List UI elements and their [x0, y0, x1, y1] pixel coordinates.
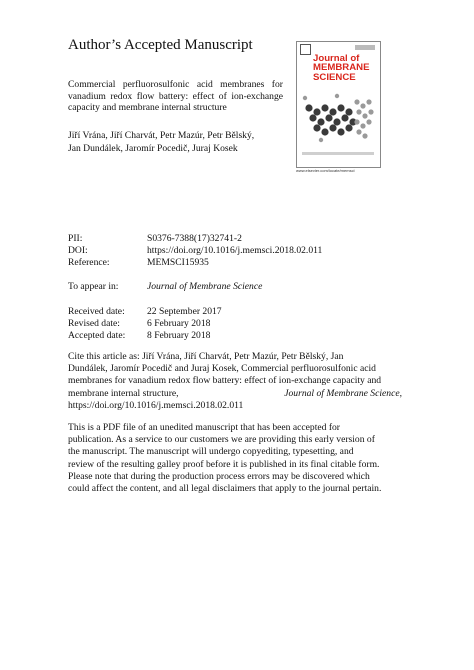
- cover-hexagon-art: [297, 88, 380, 150]
- journal-cover-image: [296, 41, 381, 168]
- disclaimer-line-6: could affect the content, and all legal disclaimers that apply to the journal pertain.: [68, 483, 382, 495]
- cover-issn-bar: [355, 45, 375, 50]
- citation-line-1: Cite this article as: Jiří Vrána, Jiří Charvát, Petr Mazúr, Petr Bělský, Jan: [68, 351, 344, 362]
- journal-name: Journal of Membrane Science: [147, 281, 263, 292]
- cover-title-line-2: MEMBRANE: [313, 62, 370, 74]
- accepted-date-label: Accepted date:: [68, 330, 126, 341]
- article-title: Commercial perfluorosulfonic acid membranes for vanadium redox flow battery: effect of ion-exchange capacity and membrane internal structure: [68, 79, 283, 114]
- author-line-2: Jan Dundálek, Jaromír Pocedič, Juraj Kosek: [68, 142, 238, 154]
- received-date-label: Received date:: [68, 306, 125, 317]
- publisher-logo-icon: [300, 44, 311, 55]
- disclaimer-line-1: This is a PDF file of an unedited manuscript that has been accepted for: [68, 422, 341, 433]
- disclaimer-line-5: Please note that during the production process errors may be discovered which: [68, 470, 370, 482]
- accepted-date-value: 8 February 2018: [147, 330, 211, 341]
- reference-value: MEMSCI15935: [147, 257, 209, 268]
- citation-doi-link[interactable]: https://doi.org/10.1016/j.memsci.2018.02.011: [68, 399, 244, 411]
- cover-footer-bar: [302, 152, 374, 155]
- cover-journal-title: [313, 54, 377, 82]
- disclaimer-line-3: the manuscript. The manuscript will undergo copyediting, typesetting, and: [68, 446, 354, 458]
- pii-value: S0376-7388(17)32741-2: [147, 233, 242, 244]
- cover-title-line-1: Journal of: [313, 53, 360, 64]
- disclaimer-line-4: review of the resulting galley proof before it is published in its final citable form.: [68, 458, 380, 470]
- doi-value: https://doi.org/10.1016/j.memsci.2018.02.011: [147, 245, 323, 256]
- citation-line-4: [68, 388, 402, 400]
- revised-date-label: Revised date:: [68, 318, 120, 329]
- citation-journal: Journal of Membrane Science,: [284, 387, 402, 399]
- received-date-value: 22 September 2017: [147, 306, 222, 317]
- citation-paragraph: [68, 351, 402, 412]
- revised-date-value: 6 February 2018: [147, 318, 211, 329]
- page-heading: Author’s Accepted Manuscript: [68, 37, 253, 53]
- citation-line-4-text: membrane internal structure,: [68, 387, 179, 399]
- reference-label: Reference:: [68, 257, 110, 268]
- appear-label: To appear in:: [68, 281, 119, 292]
- disclaimer-line-2: publication. As a service to our customers we are providing this early version of: [68, 434, 375, 446]
- author-line-1: Jiří Vrána, Jiří Charvát, Petr Mazúr, Petr Bělský,: [68, 130, 255, 141]
- pii-label: PII:: [68, 233, 83, 244]
- citation-line-3: membranes for vanadium redox flow battery: effect of ion-exchange capacity and: [68, 375, 382, 387]
- disclaimer-paragraph: [68, 422, 402, 495]
- cover-title-line-3: SCIENCE: [313, 71, 356, 83]
- citation-line-2: Dundálek, Jaromír Pocedič and Juraj Kosek, Commercial perfluorosulfonic acid: [68, 363, 376, 375]
- author-list: [68, 130, 283, 155]
- journal-url: www.elsevier.com/locate/memsci: [296, 168, 355, 173]
- doi-label: DOI:: [68, 245, 88, 256]
